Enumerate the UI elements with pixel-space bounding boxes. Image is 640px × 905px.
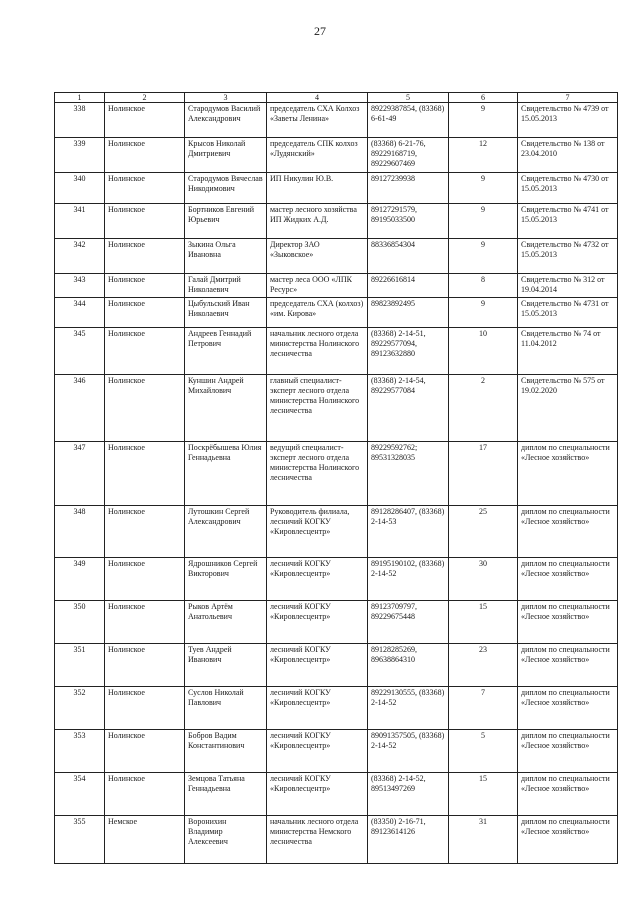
name-cell: Стародумов Василий Александрович: [185, 103, 267, 138]
row-number: 352: [55, 687, 105, 730]
document-cell: Свидетельство № 4732 от 15.05.2013: [518, 239, 618, 274]
name-cell: Андреев Геннадий Петрович: [185, 328, 267, 375]
table-row: [55, 730, 618, 773]
column-header: 1: [55, 93, 105, 103]
table-row: [55, 204, 618, 239]
experience-cell: 10: [449, 328, 518, 375]
phone-cell: 89127291579, 89195033500: [368, 204, 449, 239]
document-cell: диплом по специальности «Лесное хозяйство»: [518, 442, 618, 506]
experience-cell: 25: [449, 506, 518, 558]
name-cell: Бобров Вадим Константинович: [185, 730, 267, 773]
position-cell: начальник лесного отдела министерства Немского лесничества: [267, 816, 368, 864]
registry-table: [54, 92, 618, 864]
experience-cell: 8: [449, 274, 518, 298]
phone-cell: 89195190102, (83368) 2-14-52: [368, 558, 449, 601]
table-row: [55, 506, 618, 558]
phone-cell: 89229592762; 89531328035: [368, 442, 449, 506]
row-number: 345: [55, 328, 105, 375]
phone-cell: (83368) 2-14-51, 89229577094, 89123632880: [368, 328, 449, 375]
document-cell: диплом по специальности «Лесное хозяйство»: [518, 506, 618, 558]
name-cell: Поскрёбышева Юлия Геннадьевна: [185, 442, 267, 506]
district-cell: Нолинское: [105, 442, 185, 506]
header-row: [55, 93, 618, 103]
row-number: 346: [55, 375, 105, 442]
table-row: [55, 375, 618, 442]
phone-cell: 89123709797, 89229675448: [368, 601, 449, 644]
document-cell: диплом по специальности «Лесное хозяйство»: [518, 816, 618, 864]
name-cell: Туев Андрей Иванович: [185, 644, 267, 687]
district-cell: Немское: [105, 816, 185, 864]
name-cell: Крысов Николай Дмитриевич: [185, 138, 267, 173]
row-number: 339: [55, 138, 105, 173]
table-row: [55, 328, 618, 375]
phone-cell: (83368) 6-21-76, 89229168719, 89229607469: [368, 138, 449, 173]
document-cell: диплом по специальности «Лесное хозяйство»: [518, 773, 618, 816]
experience-cell: 30: [449, 558, 518, 601]
table-row: [55, 816, 618, 864]
experience-cell: 9: [449, 239, 518, 274]
position-cell: лесничий КОГКУ «Кировлесцентр»: [267, 730, 368, 773]
name-cell: Ядрошников Сергей Викторович: [185, 558, 267, 601]
phone-cell: 89127239938: [368, 173, 449, 204]
column-header: 2: [105, 93, 185, 103]
position-cell: мастер леса ООО «ЛПК Ресурс»: [267, 274, 368, 298]
row-number: 343: [55, 274, 105, 298]
page-number: 27: [314, 24, 326, 38]
phone-cell: 89128285269, 89638864310: [368, 644, 449, 687]
document-cell: Свидетельство № 4730 от 15.05.2013: [518, 173, 618, 204]
experience-cell: 15: [449, 601, 518, 644]
table-row: [55, 644, 618, 687]
row-number: 342: [55, 239, 105, 274]
district-cell: Нолинское: [105, 558, 185, 601]
name-cell: Воронихин Владимир Алексеевич: [185, 816, 267, 864]
phone-cell: 89128286407, (83368) 2-14-53: [368, 506, 449, 558]
name-cell: Стародумов Вячеслав Никодимович: [185, 173, 267, 204]
experience-cell: 2: [449, 375, 518, 442]
phone-cell: 89226616814: [368, 274, 449, 298]
name-cell: Куншин Андрей Михайлович: [185, 375, 267, 442]
document-cell: диплом по специальности «Лесное хозяйство»: [518, 601, 618, 644]
document-cell: Свидетельство № 575 от 19.02.2020: [518, 375, 618, 442]
district-cell: Нолинское: [105, 644, 185, 687]
row-number: 347: [55, 442, 105, 506]
name-cell: Рыков Артём Анатольевич: [185, 601, 267, 644]
position-cell: главный специалист-эксперт лесного отдела министерства Нолинского лесничества: [267, 375, 368, 442]
table-row: [55, 138, 618, 173]
table-row: [55, 298, 618, 328]
row-number: 340: [55, 173, 105, 204]
document-cell: диплом по специальности «Лесное хозяйство»: [518, 730, 618, 773]
experience-cell: 12: [449, 138, 518, 173]
position-cell: председатель СХА (колхоз) «им. Кирова»: [267, 298, 368, 328]
row-number: 349: [55, 558, 105, 601]
district-cell: Нолинское: [105, 687, 185, 730]
name-cell: Бортников Евгений Юрьевич: [185, 204, 267, 239]
phone-cell: 89823892495: [368, 298, 449, 328]
table-row: [55, 173, 618, 204]
row-number: 350: [55, 601, 105, 644]
phone-cell: 89091357505, (83368) 2-14-52: [368, 730, 449, 773]
district-cell: Нолинское: [105, 103, 185, 138]
experience-cell: 5: [449, 730, 518, 773]
row-number: 355: [55, 816, 105, 864]
phone-cell: 89229387854, (83368) 6-61-49: [368, 103, 449, 138]
document-cell: Свидетельство № 312 от 19.04.2014: [518, 274, 618, 298]
position-cell: лесничий КОГКУ «Кировлесцентр»: [267, 687, 368, 730]
position-cell: лесничий КОГКУ «Кировлесцентр»: [267, 601, 368, 644]
name-cell: Лутошкин Сергей Александрович: [185, 506, 267, 558]
row-number: 344: [55, 298, 105, 328]
name-cell: Зыкина Ольга Ивановна: [185, 239, 267, 274]
district-cell: Нолинское: [105, 298, 185, 328]
district-cell: Нолинское: [105, 173, 185, 204]
experience-cell: 31: [449, 816, 518, 864]
row-number: 353: [55, 730, 105, 773]
document-cell: диплом по специальности «Лесное хозяйство»: [518, 558, 618, 601]
experience-cell: 9: [449, 298, 518, 328]
table-row: [55, 687, 618, 730]
experience-cell: 17: [449, 442, 518, 506]
position-cell: мастер лесного хозяйства ИП Жидких А.Д.: [267, 204, 368, 239]
district-cell: Нолинское: [105, 239, 185, 274]
document-cell: диплом по специальности «Лесное хозяйство»: [518, 644, 618, 687]
position-cell: Директор ЗАО «Зыковское»: [267, 239, 368, 274]
experience-cell: 9: [449, 173, 518, 204]
district-cell: Нолинское: [105, 204, 185, 239]
table-row: [55, 274, 618, 298]
row-number: 348: [55, 506, 105, 558]
table-row: [55, 601, 618, 644]
position-cell: лесничий КОГКУ «Кировлесцентр»: [267, 558, 368, 601]
column-header: 4: [267, 93, 368, 103]
position-cell: председатель СХА Колхоз «Заветы Ленина»: [267, 103, 368, 138]
column-header: 3: [185, 93, 267, 103]
document-cell: Свидетельство № 4739 от 15.05.2013: [518, 103, 618, 138]
experience-cell: 15: [449, 773, 518, 816]
document-cell: диплом по специальности «Лесное хозяйство»: [518, 687, 618, 730]
table-row: [55, 773, 618, 816]
name-cell: Суслов Николай Павлович: [185, 687, 267, 730]
phone-cell: 89229130555, (83368) 2-14-52: [368, 687, 449, 730]
table-row: [55, 239, 618, 274]
district-cell: Нолинское: [105, 375, 185, 442]
name-cell: Земцова Татьяна Геннадьевна: [185, 773, 267, 816]
phone-cell: 88336854304: [368, 239, 449, 274]
position-cell: ИП Никулин Ю.В.: [267, 173, 368, 204]
district-cell: Нолинское: [105, 506, 185, 558]
experience-cell: 9: [449, 204, 518, 239]
experience-cell: 7: [449, 687, 518, 730]
row-number: 351: [55, 644, 105, 687]
document-cell: Свидетельство № 4731 от 15.05.2013: [518, 298, 618, 328]
row-number: 341: [55, 204, 105, 239]
column-header: 6: [449, 93, 518, 103]
phone-cell: (83350) 2-16-71, 89123614126: [368, 816, 449, 864]
experience-cell: 9: [449, 103, 518, 138]
document-cell: Свидетельство № 138 от 23.04.2010: [518, 138, 618, 173]
position-cell: ведущий специалист-эксперт лесного отдела министерства Нолинского лесничества: [267, 442, 368, 506]
document-cell: Свидетельство № 74 от 11.04.2012: [518, 328, 618, 375]
experience-cell: 23: [449, 644, 518, 687]
position-cell: председатель СПК колхоз «Лудянский»: [267, 138, 368, 173]
position-cell: лесничий КОГКУ «Кировлесцентр»: [267, 773, 368, 816]
document-cell: Свидетельство № 4741 от 15.05.2013: [518, 204, 618, 239]
table-row: [55, 103, 618, 138]
district-cell: Нолинское: [105, 274, 185, 298]
district-cell: Нолинское: [105, 138, 185, 173]
row-number: 354: [55, 773, 105, 816]
position-cell: лесничий КОГКУ «Кировлесцентр»: [267, 644, 368, 687]
district-cell: Нолинское: [105, 328, 185, 375]
name-cell: Цыбульский Иван Николаевич: [185, 298, 267, 328]
phone-cell: (83368) 2-14-54, 89229577084: [368, 375, 449, 442]
district-cell: Нолинское: [105, 773, 185, 816]
phone-cell: (83368) 2-14-52, 89513497269: [368, 773, 449, 816]
position-cell: начальник лесного отдела министерства Нолинского лесничества: [267, 328, 368, 375]
table-row: [55, 558, 618, 601]
column-header: 7: [518, 93, 618, 103]
table-row: [55, 442, 618, 506]
row-number: 338: [55, 103, 105, 138]
district-cell: Нолинское: [105, 730, 185, 773]
column-header: 5: [368, 93, 449, 103]
district-cell: Нолинское: [105, 601, 185, 644]
name-cell: Галай Дмитрий Николаевич: [185, 274, 267, 298]
position-cell: Руководитель филиала, лесничий КОГКУ «Кировлесцентр»: [267, 506, 368, 558]
